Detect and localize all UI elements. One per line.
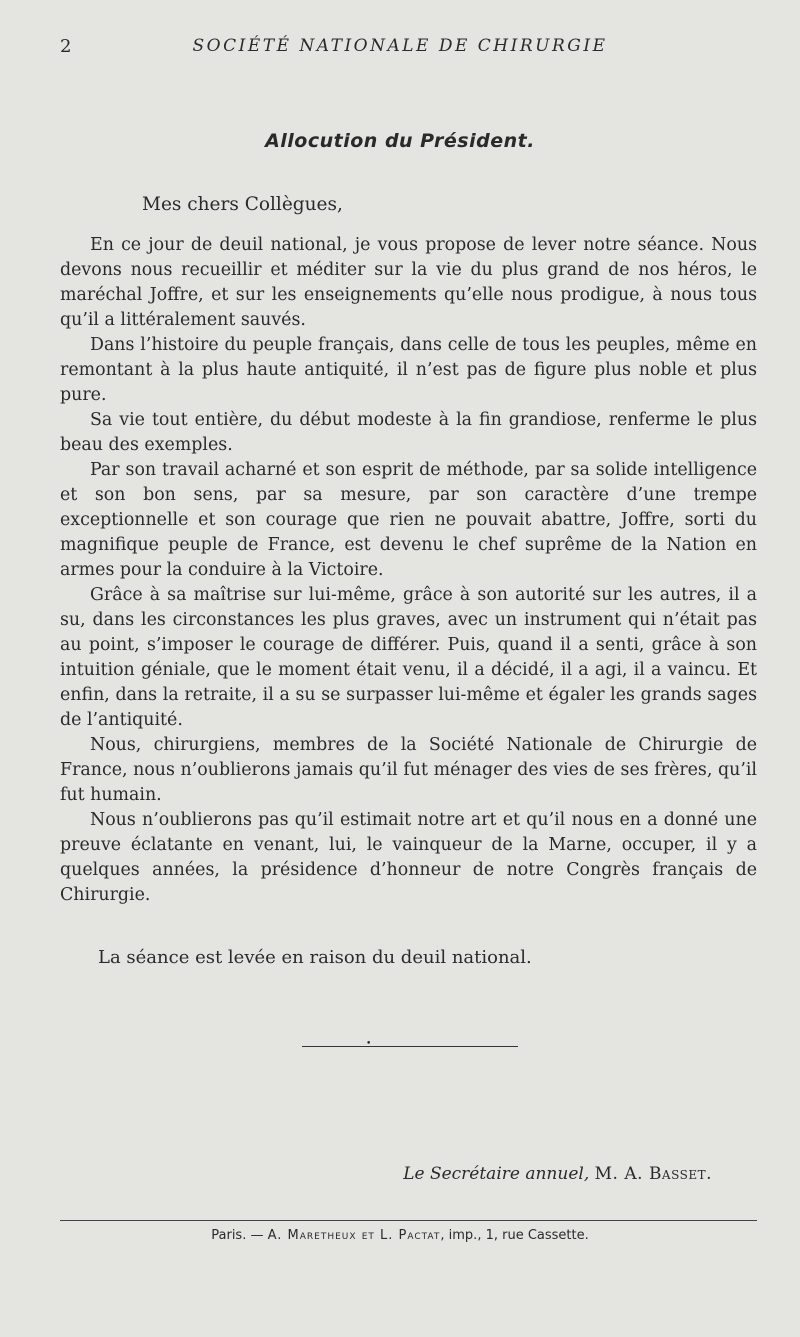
page-header [0, 36, 800, 62]
imprint-city: Paris. — [211, 1228, 264, 1243]
footer-rule [60, 1220, 757, 1221]
signature-role: Le Secrétaire annuel, [403, 1164, 590, 1184]
paragraph: En ce jour de deuil national, je vous propose de lever notre séance. Nous devons nous recueillir et méditer sur la vie du plus grand de nos héros, le maréchal Joffre, et sur les enseignements qu’elle nous prodigue, à nous tous qu’il a littéralement sauvés. [60, 235, 757, 330]
paragraph: Dans l’histoire du peuple français, dans celle de tous les peuples, même en remontant à la plus haute antiquité, il n’est pas de figure plus noble et plus pure. [60, 335, 757, 405]
paragraph: Sa vie tout entière, du début modeste à la fin grandiose, renferme le plus beau des exemples. [60, 410, 757, 455]
paragraph: Nous n’oublierons pas qu’il estimait notre art et qu’il nous en a donné une preuve éclatante en venant, lui, le vainqueur de la Marne, occuper, il y a quelques années, la présidence d’honneur de notre Congrès français de Chirurgie. [60, 810, 757, 905]
paragraph: Grâce à sa maîtrise sur lui-même, grâce à son autorité sur les autres, il a su, dans les circonstances les plus graves, avec un instrument qui n’était pas au point, s’imposer le courage de différer. Puis, quand il a senti, grâce à son intuition géniale, que le moment était venu, il a décidé, il a agi, il a vaincu. Et enfin, dans la retraite, il a su se surpasser lui-même et égaler les grands sages de l’antiquité. [60, 585, 757, 730]
page-number: 2 [60, 36, 72, 57]
paragraph: Nous, chirurgiens, membres de la Société Nationale de Chirurgie de France, nous n’oublierons jamais qu’il fut ménager des vies de ses frères, qu’il fut humain. [60, 735, 757, 805]
speech-body [60, 233, 757, 908]
running-head: SOCIÉTÉ NATIONALE DE CHIRURGIE [192, 36, 608, 56]
section-title: Allocution du Président. [265, 130, 535, 152]
printer-imprint [0, 1228, 800, 1243]
signature-name: M. A. Basset. [594, 1164, 712, 1184]
salutation: Mes chers Collègues, [142, 194, 343, 215]
imprint-printers: A. Maretheux et L. Pactat [267, 1228, 441, 1243]
ornament-dot-icon: • [366, 1039, 372, 1049]
imprint-address: , imp., 1, rue Cassette. [440, 1228, 589, 1243]
paragraph: Par son travail acharné et son esprit de méthode, par sa solide intelligence et son bon sens, par sa mesure, par son caractère d’une trempe exceptionnelle et son courage que rien ne pouvait abattre, Joffre, sorti du magnifique peuple de France, est devenu le chef suprême de la Nation en armes pour la conduire à la Victoire. [60, 460, 757, 580]
signature [403, 1164, 712, 1184]
ornament-rule [302, 1046, 518, 1047]
closing-sentence: La séance est levée en raison du deuil national. [98, 947, 532, 968]
